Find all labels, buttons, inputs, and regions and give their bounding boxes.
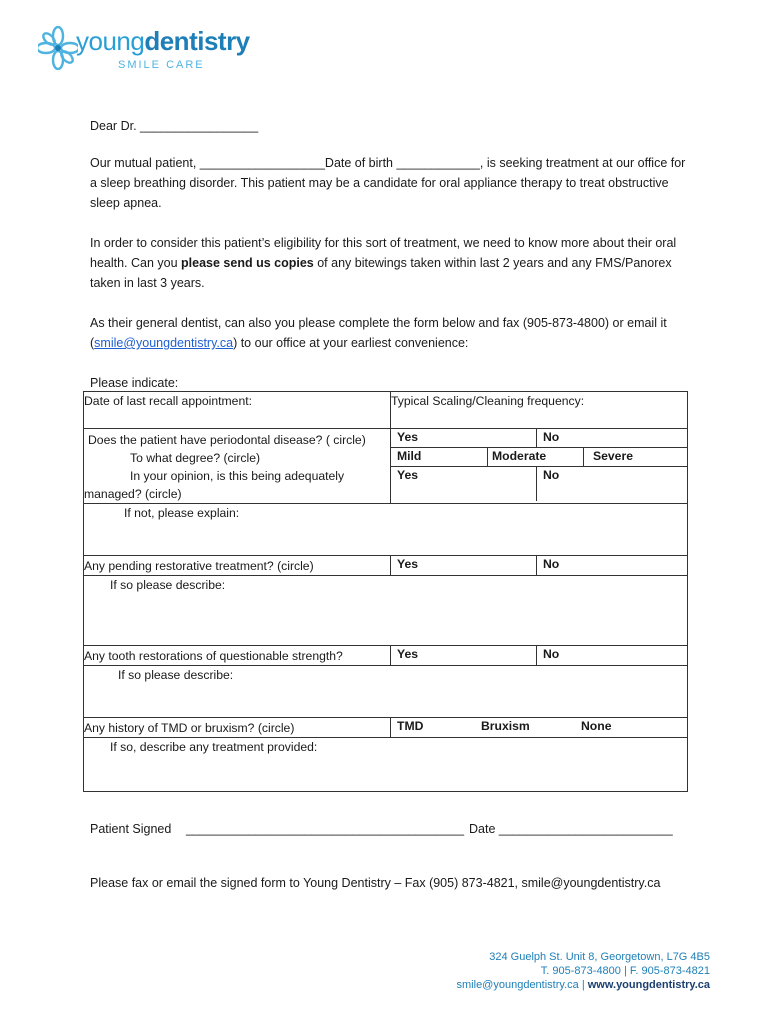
managed-yes-option[interactable]: Yes: [397, 468, 419, 482]
restor-no-option[interactable]: No: [543, 557, 560, 571]
logo: [38, 26, 278, 76]
managed-no-option[interactable]: No: [543, 468, 560, 482]
degree-severe-option[interactable]: Severe: [593, 449, 633, 463]
restor-yes-option[interactable]: Yes: [397, 557, 419, 571]
periodontal-options: [391, 429, 688, 504]
footer-address: 324 Guelph St. Unit 8, Georgetown, L7G 4B5: [489, 951, 710, 963]
periodontal-questions: Does the patient have periodontal disease? ( circle) To what degree? (circle) In your opinion, is this being adequately managed? (circle): [84, 429, 391, 504]
patient-signature-line[interactable]: ________________________________________: [186, 822, 465, 836]
tooth-strength-options: [391, 646, 688, 666]
bruxism-option[interactable]: Bruxism: [481, 719, 530, 733]
perio-yes-option[interactable]: Yes: [397, 430, 419, 444]
footer-website[interactable]: www.youngdentistry.ca: [587, 979, 710, 991]
closing-instructions: Please fax or email the signed form to Young Dentistry – Fax (905) 873-4821, smile@youngdentistry.ca: [90, 876, 661, 890]
scaling-frequency-field[interactable]: Typical Scaling/Cleaning frequency:: [391, 392, 688, 429]
none-option[interactable]: None: [581, 719, 612, 733]
logo-tagline: SMILE CARE: [118, 59, 205, 71]
dental-history-form: [83, 391, 688, 792]
degree-moderate-option[interactable]: Moderate: [492, 449, 547, 463]
tmd-options: [391, 718, 688, 738]
patient-signed-label: Patient Signed: [90, 822, 172, 836]
please-indicate-label: Please indicate:: [90, 376, 179, 390]
paragraph-instructions: As their general dentist, can also you please complete the form below and fax (905-873-4800) or email it (smile@youngdentistry.ca) to our office at your earliest convenience:: [90, 316, 667, 350]
restorative-options: [391, 556, 688, 576]
tooth-strength-question: Any tooth restorations of questionable strength?: [84, 646, 391, 666]
tooth-describe-field[interactable]: If so please describe:: [84, 666, 688, 718]
restorative-question: Any pending restorative treatment? (circle): [84, 556, 391, 576]
paragraph-intro: Our mutual patient, __________________Date of birth ____________, is seeking treatment at our office for a sleep breathing disorder. This patient may be a candidate for oral appliance therapy to treat obstructive sleep apnea.: [90, 156, 686, 210]
perio-explain-field[interactable]: If not, please explain:: [84, 504, 688, 556]
footer-contact: 324 Guelph St. Unit 8, Georgetown, L7G 4B5 T. 905-873-4800 | F. 905-873-4821 smile@youngdentistry.ca | www.youngdentistry.ca: [456, 951, 710, 991]
footer-email[interactable]: smile@youngdentistry.ca: [456, 979, 579, 991]
tmd-question: Any history of TMD or bruxism? (circle): [84, 718, 391, 738]
email-link[interactable]: smile@youngdentistry.ca: [94, 336, 234, 350]
flower-logo-icon: [38, 26, 78, 70]
paragraph-request: In order to consider this patient’s eligibility for this sort of treatment, we need to know more about their oral health. Can you please send us copies of any bitewings taken within last 2 years and any FMS/Panorex taken in last 3 years.: [90, 236, 677, 290]
greeting: Dear Dr. _________________: [90, 119, 259, 133]
degree-mild-option[interactable]: Mild: [397, 449, 422, 463]
footer-phones: T. 905-873-4800 | F. 905-873-4821: [540, 965, 710, 977]
logo-wordmark: youngdentistry: [76, 26, 250, 56]
tooth-no-option[interactable]: No: [543, 647, 560, 661]
tmd-option[interactable]: TMD: [397, 719, 424, 733]
tooth-yes-option[interactable]: Yes: [397, 647, 419, 661]
recall-date-field[interactable]: Date of last recall appointment:: [84, 392, 391, 429]
tmd-describe-field[interactable]: If so, describe any treatment provided:: [84, 738, 688, 792]
date-field[interactable]: Date _________________________: [469, 822, 673, 836]
restorative-describe-field[interactable]: If so please describe:: [84, 576, 688, 646]
perio-no-option[interactable]: No: [543, 430, 560, 444]
